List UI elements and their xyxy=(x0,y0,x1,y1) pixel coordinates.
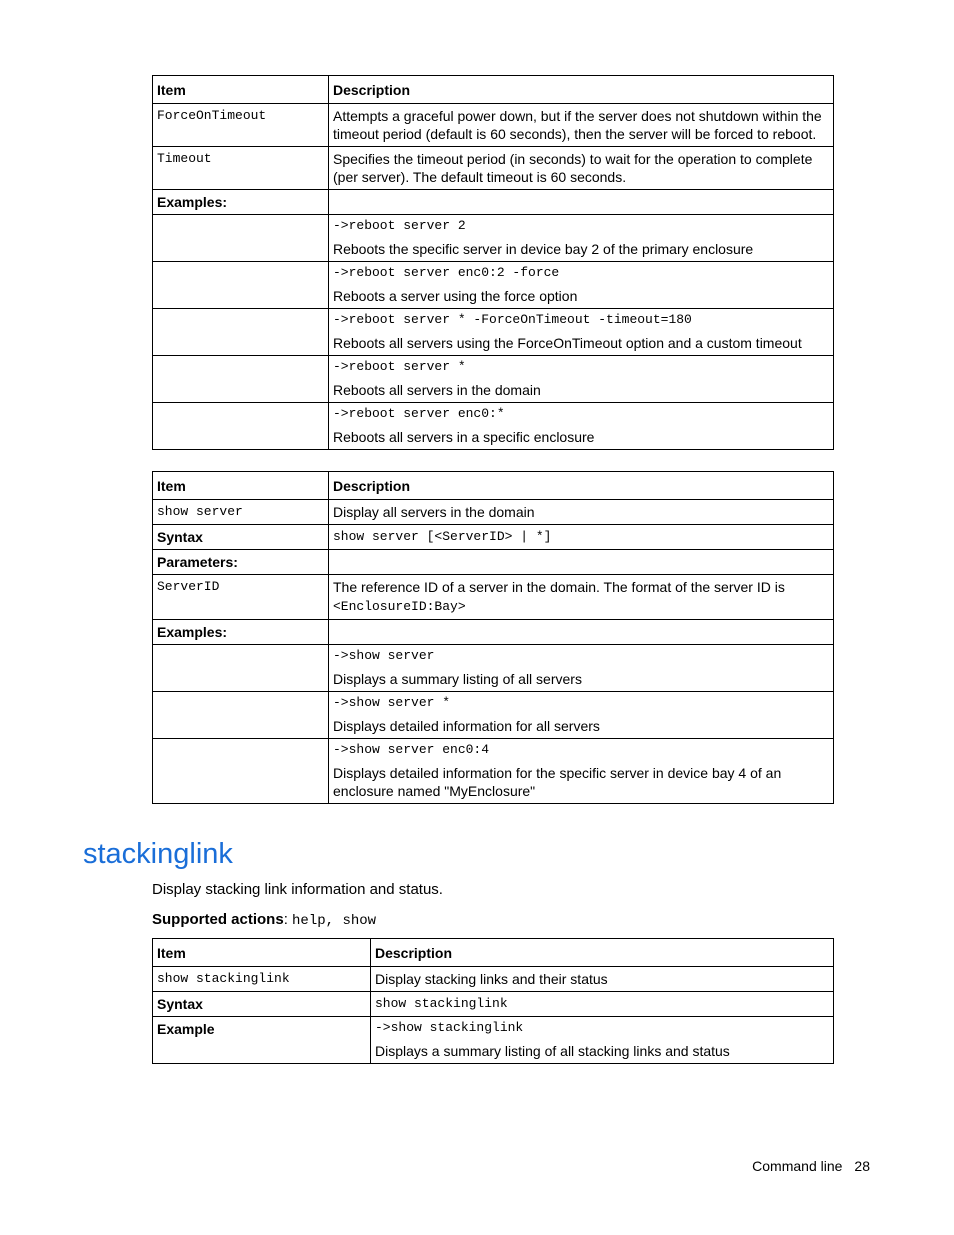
examples-label-row xyxy=(153,190,834,215)
parameter-description-cell xyxy=(329,575,834,620)
example-row xyxy=(153,309,834,356)
example-cell xyxy=(329,215,834,262)
syntax-row xyxy=(153,525,834,550)
empty-cell xyxy=(329,550,834,575)
example-command: ->show server * xyxy=(333,695,451,710)
command-description: Display stacking links and their status xyxy=(371,967,834,992)
empty-cell xyxy=(153,356,329,403)
example-description: Reboots all servers in the domain xyxy=(333,382,541,398)
syntax-label: Syntax xyxy=(153,992,371,1017)
supported-actions xyxy=(152,911,376,929)
header-item: Item xyxy=(153,472,329,500)
empty-cell xyxy=(153,692,329,739)
example-description: Displays detailed information for the specific server in device bay 4 of an enclosure named "MyEnclosure" xyxy=(333,765,782,799)
empty-cell xyxy=(153,262,329,309)
command-row xyxy=(153,967,834,992)
header-description: Description xyxy=(371,939,834,967)
section-heading: stackinglink xyxy=(83,838,233,870)
supported-actions-separator: : xyxy=(283,911,293,928)
example-row xyxy=(153,645,834,692)
syntax-value: show server [<ServerID> | *] xyxy=(329,525,834,550)
example-command: ->reboot server enc0:2 -force xyxy=(333,265,560,280)
section-intro: Display stacking link information and status. xyxy=(152,881,443,898)
command-description: Display all servers in the domain xyxy=(329,500,834,525)
option-name: Timeout xyxy=(153,147,329,190)
parameters-label: Parameters: xyxy=(153,550,329,575)
empty-cell xyxy=(153,403,329,450)
empty-cell xyxy=(153,645,329,692)
example-description: Displays a summary listing of all stacking links and status xyxy=(375,1043,730,1059)
empty-cell xyxy=(153,309,329,356)
parameters-label-row xyxy=(153,550,834,575)
syntax-row xyxy=(153,992,834,1017)
example-command: ->reboot server * xyxy=(333,359,466,374)
empty-cell xyxy=(329,190,834,215)
empty-cell xyxy=(329,620,834,645)
parameter-description: The reference ID of a server in the domain. The format of the server ID is xyxy=(333,579,785,595)
example-command: ->show server enc0:4 xyxy=(333,742,490,757)
option-description: Attempts a graceful power down, but if the server does not shutdown within the timeout period (default is 60 seconds), then the server will be forced to reboot. xyxy=(329,104,834,147)
example-row xyxy=(153,356,834,403)
example-row xyxy=(153,262,834,309)
page-number: 28 xyxy=(854,1158,870,1174)
example-description: Displays detailed information for all servers xyxy=(333,718,600,734)
example-row xyxy=(153,1017,834,1064)
example-cell xyxy=(329,262,834,309)
empty-cell xyxy=(153,739,329,804)
example-command: ->reboot server enc0:* xyxy=(333,406,505,421)
header-description: Description xyxy=(329,76,834,104)
example-cell xyxy=(329,645,834,692)
example-cell xyxy=(329,692,834,739)
table-row xyxy=(153,147,834,190)
example-row xyxy=(153,692,834,739)
command-name: show stackinglink xyxy=(153,967,371,992)
parameter-name: ServerID xyxy=(153,575,329,620)
show-server-table xyxy=(152,471,834,804)
example-description: Reboots all servers using the ForceOnTimeout option and a custom timeout xyxy=(333,335,802,351)
header-description: Description xyxy=(329,472,834,500)
examples-label: Examples: xyxy=(153,620,329,645)
command-row xyxy=(153,500,834,525)
table-header-row xyxy=(153,472,834,500)
example-command: ->show stackinglink xyxy=(375,1020,524,1035)
footer-section-name: Command line xyxy=(752,1158,843,1174)
empty-cell xyxy=(153,215,329,262)
supported-actions-value: help, show xyxy=(292,913,377,929)
example-cell xyxy=(329,309,834,356)
parameter-row xyxy=(153,575,834,620)
example-description: Reboots a server using the force option xyxy=(333,288,578,304)
syntax-value: show stackinglink xyxy=(371,992,834,1017)
example-cell xyxy=(329,403,834,450)
option-name: ForceOnTimeout xyxy=(153,104,329,147)
parameter-format: <EnclosureID:Bay> xyxy=(333,599,466,614)
example-command: ->reboot server 2 xyxy=(333,218,466,233)
page-footer xyxy=(752,1158,870,1174)
supported-actions-label: Supported actions xyxy=(152,911,284,928)
example-row xyxy=(153,215,834,262)
header-item: Item xyxy=(153,76,329,104)
header-item: Item xyxy=(153,939,371,967)
syntax-label: Syntax xyxy=(153,525,329,550)
example-command: ->reboot server * -ForceOnTimeout -timeout=180 xyxy=(333,312,692,327)
table-header-row xyxy=(153,939,834,967)
examples-label-row xyxy=(153,620,834,645)
example-command: ->show server xyxy=(333,648,435,663)
example-description: Displays a summary listing of all servers xyxy=(333,671,582,687)
table-row xyxy=(153,104,834,147)
example-row xyxy=(153,403,834,450)
example-cell xyxy=(329,739,834,804)
table-header-row xyxy=(153,76,834,104)
example-cell xyxy=(371,1017,834,1064)
command-name: show server xyxy=(153,500,329,525)
examples-label: Examples: xyxy=(153,190,329,215)
example-row xyxy=(153,739,834,804)
example-label: Example xyxy=(153,1017,371,1064)
example-description: Reboots all servers in a specific enclosure xyxy=(333,429,595,445)
example-cell xyxy=(329,356,834,403)
option-description: Specifies the timeout period (in seconds) to wait for the operation to complete (per server). The default timeout is 60 seconds. xyxy=(329,147,834,190)
reboot-options-table xyxy=(152,75,834,450)
show-stackinglink-table xyxy=(152,938,834,1064)
example-description: Reboots the specific server in device bay 2 of the primary enclosure xyxy=(333,241,754,257)
